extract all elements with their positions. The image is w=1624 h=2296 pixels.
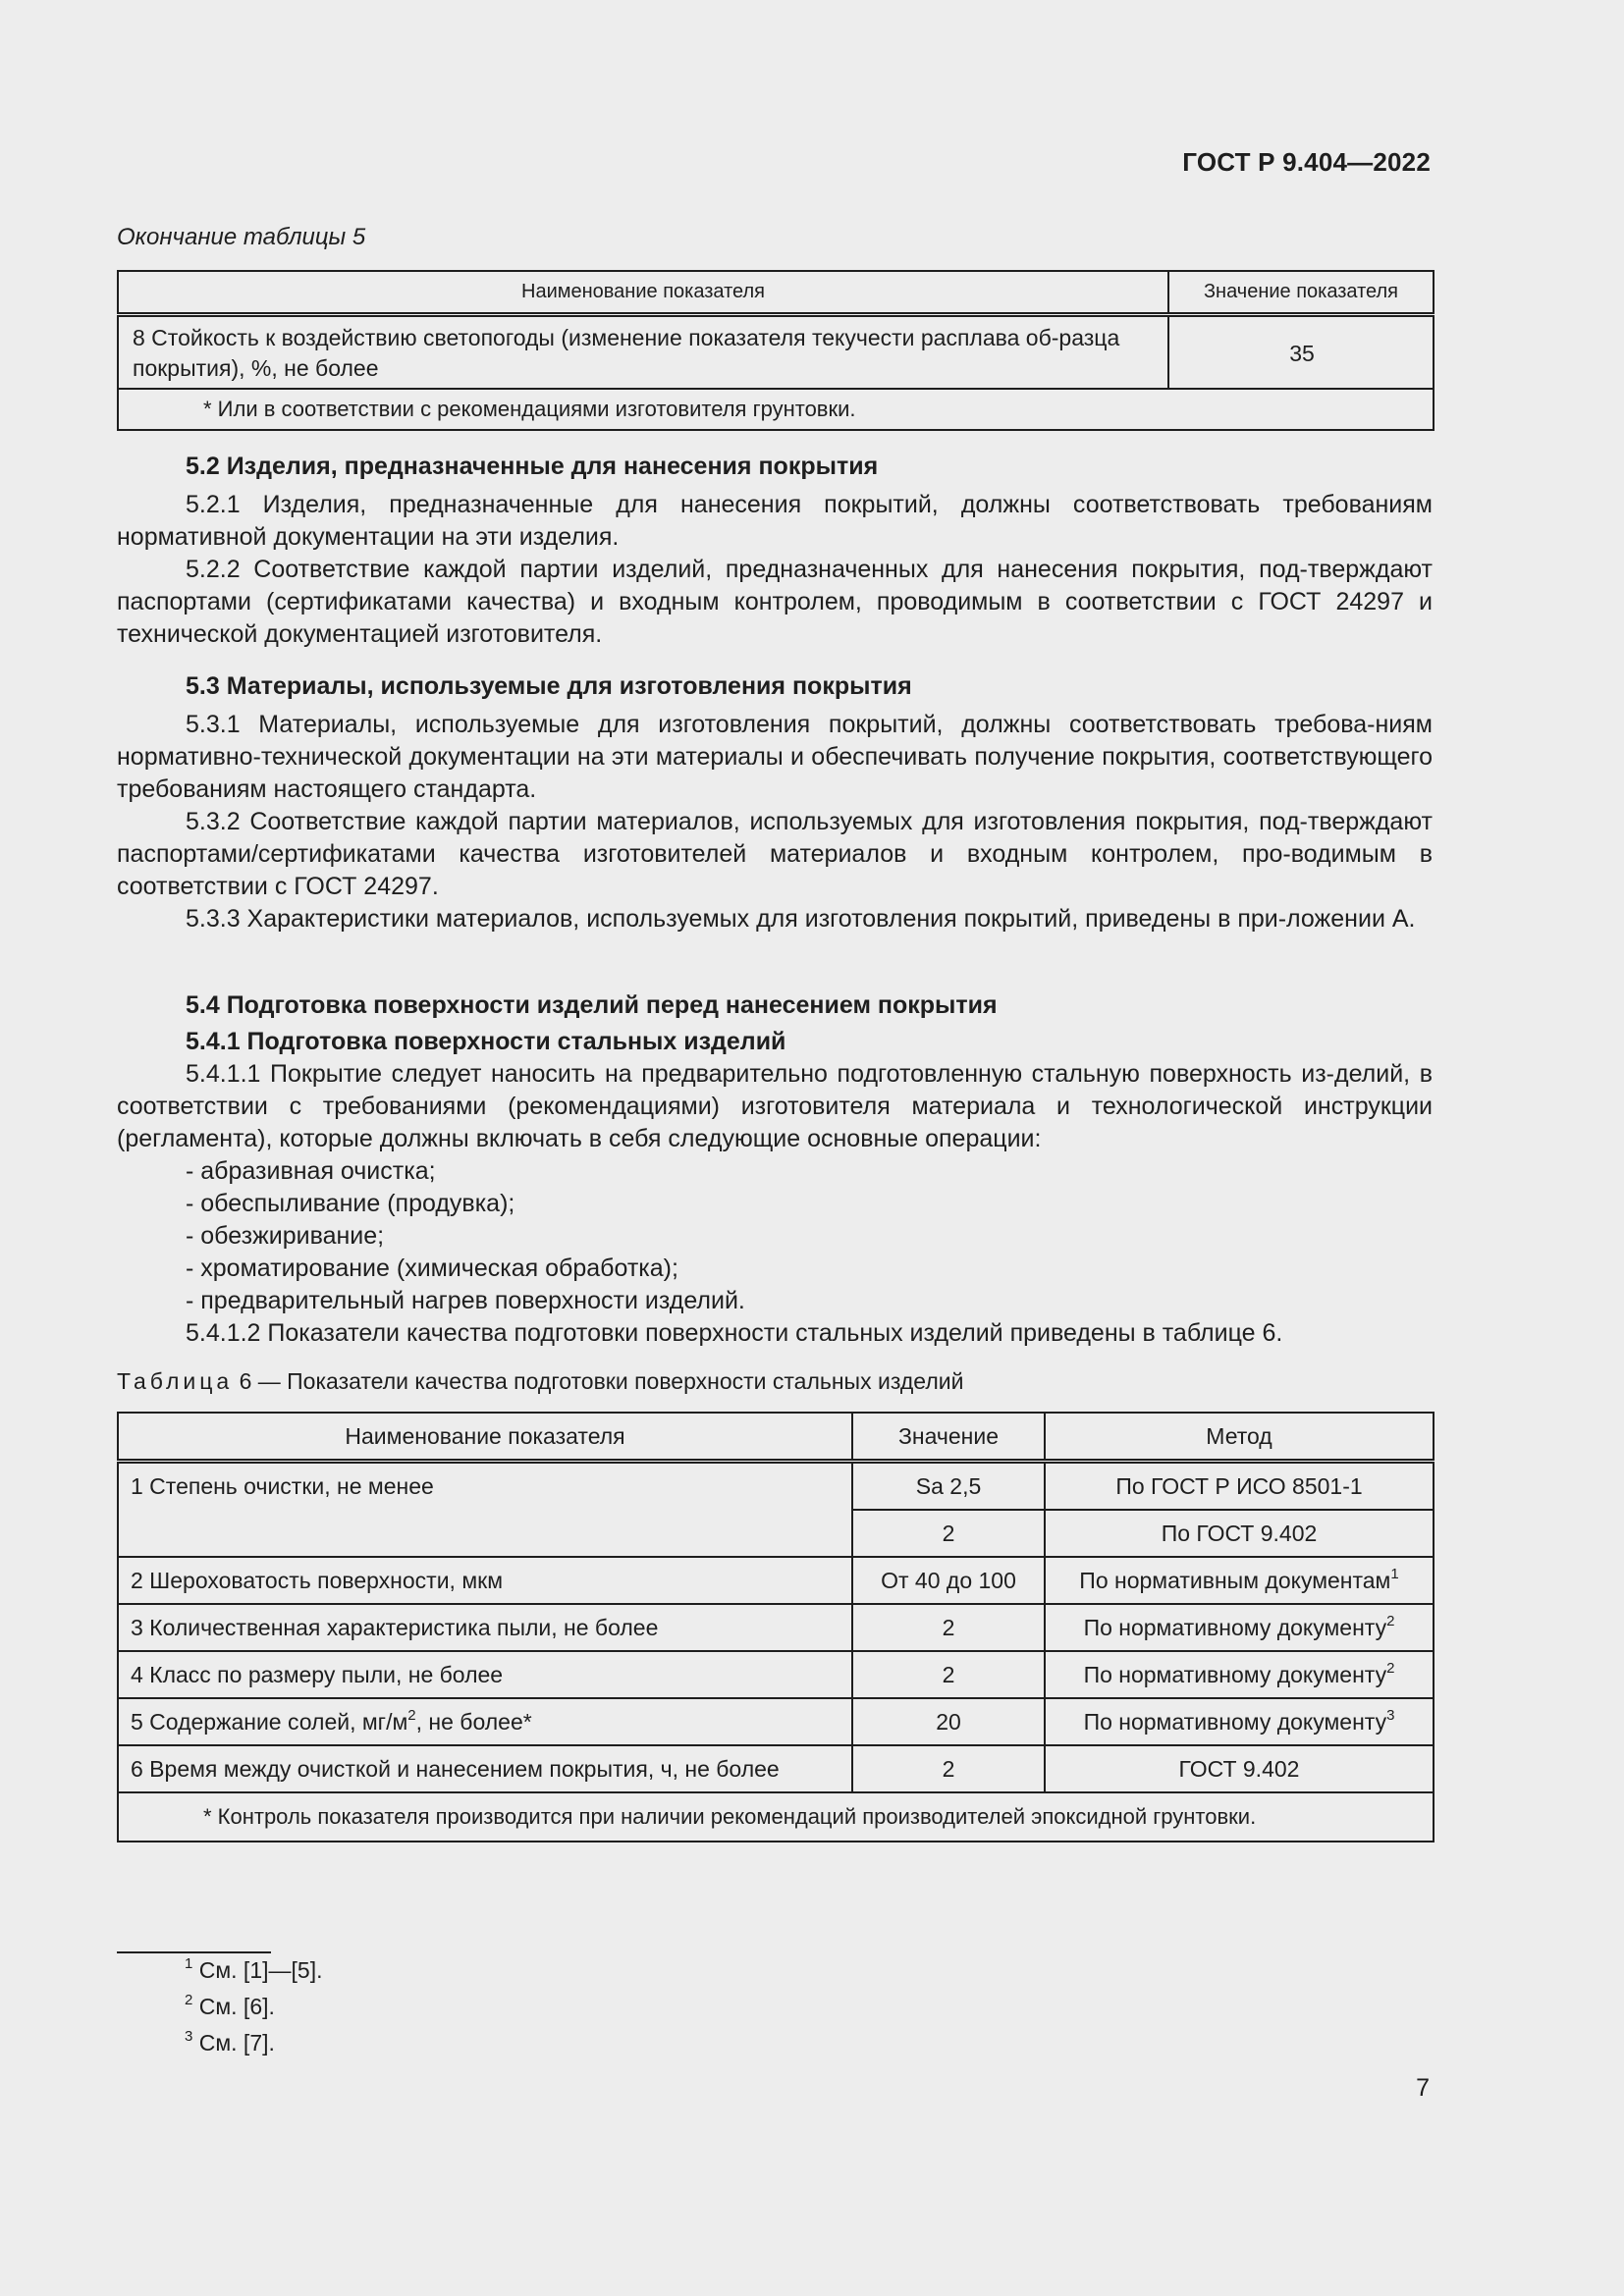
list-item: - абразивная очистка;	[186, 1157, 436, 1185]
table6-cell-value: 2	[852, 1510, 1045, 1557]
method-text: По нормативным документам	[1079, 1567, 1391, 1593]
footnote-ref: 2	[1386, 1659, 1395, 1677]
table6-caption-label: Таблица	[117, 1368, 234, 1394]
footnote-number: 2	[185, 1992, 193, 2009]
method-text: По нормативному документу	[1083, 1614, 1387, 1640]
table6-caption	[117, 1368, 963, 1395]
page-number: 7	[1416, 2074, 1430, 2102]
table-6	[117, 1412, 1435, 1842]
table6-cell-method	[1045, 1698, 1434, 1745]
table6-cell-method	[1045, 1557, 1434, 1604]
table-row	[118, 315, 1434, 390]
footnote-number: 3	[185, 2028, 193, 2046]
footnote	[185, 1957, 322, 1984]
unit-superscript: 2	[407, 1706, 416, 1724]
table5-note-row	[118, 389, 1434, 430]
table6-cell-value: 2	[852, 1745, 1045, 1792]
section-5-4-1-title: 5.4.1 Подготовка поверхности стальных изделий	[186, 1028, 786, 1055]
table-row	[118, 1557, 1434, 1604]
table5-col-name: Наименование показателя	[118, 271, 1168, 315]
list-item: - хроматирование (химическая обработка);	[186, 1255, 678, 1282]
table6-note-row	[118, 1792, 1434, 1842]
method-text: По нормативному документу	[1083, 1661, 1387, 1687]
table6-cell-method: ГОСТ 9.402	[1045, 1745, 1434, 1792]
paragraph-5-4-1-2: 5.4.1.2 Показатели качества подготовки поверхности стальных изделий приведены в таблице 6.	[186, 1319, 1283, 1347]
table6-cell-method: По ГОСТ Р ИСО 8501-1	[1045, 1462, 1434, 1511]
table6-cell-name: 3 Количественная характеристика пыли, не более	[118, 1604, 852, 1651]
table6-col-method: Метод	[1045, 1413, 1434, 1462]
table5-caption: Окончание таблицы 5	[117, 224, 366, 250]
footnote-text: См. [7].	[198, 2030, 275, 2056]
section-5-2	[117, 451, 1433, 651]
paragraph-5-3-1: 5.3.1 Материалы, используемые для изготовления покрытий, должны соответствовать требова-ниям нормативно-технической документации на эти материалы и обеспечивать получение покрытия, соответствующего требованиям настоящего стандарта.	[117, 711, 1433, 803]
table6-cell-value: 2	[852, 1604, 1045, 1651]
section-5-4-title: 5.4 Подготовка поверхности изделий перед нанесением покрытия	[186, 991, 998, 1019]
table6-cell-name	[118, 1698, 852, 1745]
name-text-end: , не более*	[415, 1708, 532, 1735]
table5-note: * Или в соответствии с рекомендациями изготовителя грунтовки.	[118, 389, 1434, 430]
table6-cell-value: 20	[852, 1698, 1045, 1745]
standard-number: ГОСТ Р 9.404—2022	[1182, 147, 1431, 177]
list-item: - обезжиривание;	[186, 1222, 385, 1250]
table-row	[118, 1651, 1434, 1698]
table6-cell-method	[1045, 1604, 1434, 1651]
footnote	[185, 2030, 275, 2056]
table5-col-value: Значение показателя	[1168, 271, 1434, 315]
list-item: - предварительный нагрев поверхности изделий.	[186, 1287, 745, 1314]
table6-cell-value: От 40 до 100	[852, 1557, 1045, 1604]
table5-cell-name: 8 Стойкость к воздействию светопогоды (изменение показателя текучести расплава об-разца покрытия), %, не более	[118, 315, 1168, 390]
footnote	[185, 1994, 275, 2020]
table-5	[117, 270, 1435, 431]
table6-cell-value: Sa 2,5	[852, 1462, 1045, 1511]
table-row	[118, 1745, 1434, 1792]
table6-col-value: Значение	[852, 1413, 1045, 1462]
footnote-ref: 1	[1390, 1565, 1399, 1582]
table6-cell-name: 2 Шероховатость поверхности, мкм	[118, 1557, 852, 1604]
paragraph-5-4-1-1: 5.4.1.1 Покрытие следует наносить на предварительно подготовленную стальную поверхность из-делий, в соответствии с требованиями (рекомендациями) изготовителя материала и технологической инструкции (регламента), которые должны включать в себя следующие основные операции:	[117, 1060, 1433, 1152]
table6-cell-name: 6 Время между очисткой и нанесением покрытия, ч, не более	[118, 1745, 852, 1792]
table6-col-name: Наименование показателя	[118, 1413, 852, 1462]
table5-cell-value: 35	[1168, 315, 1434, 390]
paragraph-5-2-1: 5.2.1 Изделия, предназначенные для нанесения покрытий, должны соответствовать требованиям нормативной документации на эти изделия.	[117, 491, 1433, 551]
footnote-ref: 2	[1386, 1612, 1395, 1629]
table6-cell-method: По ГОСТ 9.402	[1045, 1510, 1434, 1557]
paragraph-5-3-3: 5.3.3 Характеристики материалов, используемых для изготовления покрытий, приведены в при-ложении А.	[186, 905, 1416, 933]
method-text: По нормативному документу	[1083, 1708, 1387, 1735]
section-5-4	[117, 989, 1433, 1350]
table5-header-row	[118, 271, 1434, 315]
table-row	[118, 1604, 1434, 1651]
table6-cell-name: 1 Степень очистки, не менее	[118, 1462, 852, 1558]
footnote-text: См. [1]—[5].	[198, 1957, 323, 1983]
paragraph-5-2-2: 5.2.2 Соответствие каждой партии изделий, предназначенных для нанесения покрытия, под-тверждают паспортами (сертификатами качества) и входным контролем, проводимым в соответствии с ГОСТ 24297 и технической документацией изготовителя.	[117, 556, 1433, 648]
section-5-3-title: 5.3 Материалы, используемые для изготовления покрытия	[186, 672, 912, 700]
table-row	[118, 1698, 1434, 1745]
list-item: - обеспыливание (продувка);	[186, 1190, 515, 1217]
paragraph-5-3-2: 5.3.2 Соответствие каждой партии материалов, используемых для изготовления покрытия, под-тверждают паспортами/сертификатами качества изготовителей материалов и входным контролем, про-водимым в соответствии с ГОСТ 24297.	[117, 808, 1433, 900]
table6-caption-text: 6 — Показатели качества подготовки поверхности стальных изделий	[239, 1368, 964, 1394]
table6-cell-method	[1045, 1651, 1434, 1698]
table-row	[118, 1462, 1434, 1511]
table6-header-row	[118, 1413, 1434, 1462]
table6-cell-value: 2	[852, 1651, 1045, 1698]
footnote-divider	[117, 1951, 271, 1953]
table6-note: * Контроль показателя производится при наличии рекомендаций производителей эпоксидной грунтовки.	[118, 1792, 1434, 1842]
table6-cell-name: 4 Класс по размеру пыли, не более	[118, 1651, 852, 1698]
footnote-text: См. [6].	[198, 1994, 275, 2019]
section-5-2-title: 5.2 Изделия, предназначенные для нанесения покрытия	[186, 453, 879, 480]
footnote-number: 1	[185, 1955, 193, 1973]
name-text: 5 Содержание солей, мг/м	[131, 1708, 408, 1735]
section-5-3	[117, 670, 1433, 935]
footnote-ref: 3	[1386, 1706, 1395, 1724]
